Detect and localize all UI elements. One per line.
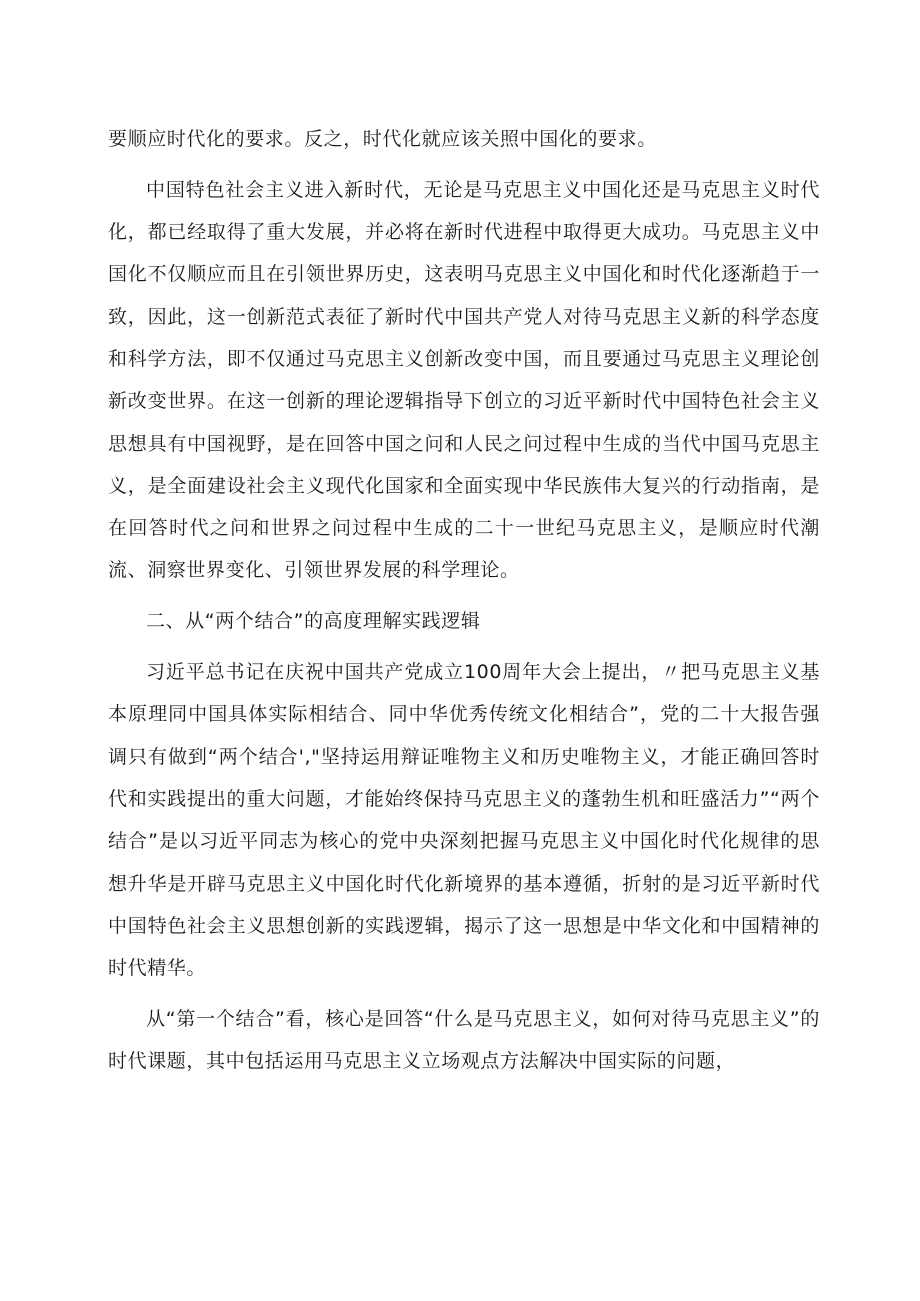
- paragraph-first-combination: 从“第一个结合”看，核心是回答“什么是马克思主义，如何对待马克思主义”的时代课题，其中包括运用马克思主义立场观点方法解决中国实际的问题，: [108, 1007, 820, 1073]
- paragraph-new-era: 中国特色社会主义进入新时代，无论是马克思主义中国化还是马克思主义时代化，都已经取得了重大发展，并必将在新时代进程中取得更大成功。马克思主义中国化不仅顺应而且在引领世界历史，这表明马克思主义中国化和时代化逐渐趋于一致，因此，这一创新范式表征了新时代中国共产党人对待马克思主义新的科学态度和科学方法，即不仅通过马克思主义创新改变中国，而且要通过马克思主义理论创新改变世界。在这一创新的理论逻辑指导下创立的习近平新时代中国特色社会主义思想具有中国视野，是在回答中国之问和人民之问过程中生成的当代中国马克思主义，是全面建设社会主义现代化国家和全面实现中华民族伟大复兴的行动指南，是在回答时代之问和世界之问过程中生成的二十一世纪马克思主义，是顺应时代潮流、洞察世界变化、引领世界发展的科学理论。: [108, 178, 820, 582]
- paragraph-continuation: 要顺应时代化的要求。反之，时代化就应该关照中国化的要求。: [108, 128, 657, 150]
- document-body: [108, 118, 820, 1091]
- section-heading: 二、从“两个结合”的高度理解实践逻辑: [146, 610, 481, 633]
- paragraph-two-combinations: 习近平总书记在庆祝中国共产党成立100周年大会上提出，〃把马克思主义基本原理同中国具体实际相结合、同中华优秀传统文化相结合”，党的二十大报告强调只有做到“两个结合',"坚持运用辩证唯物主义和历史唯物主义，才能正确回答时代和实践提出的重大问题，才能始终保持马克思主义的蓬勃生机和旺盛活力”“两个结合”是以习近平同志为核心的党中央深刻把握马克思主义中国化时代化规律的思想升华是开辟马克思主义中国化时代化新境界的基本遵循，折射的是习近平新时代中国特色社会主义思想创新的实践逻辑，揭示了这一思想是中华文化和中国精神的时代精华。: [108, 661, 820, 980]
